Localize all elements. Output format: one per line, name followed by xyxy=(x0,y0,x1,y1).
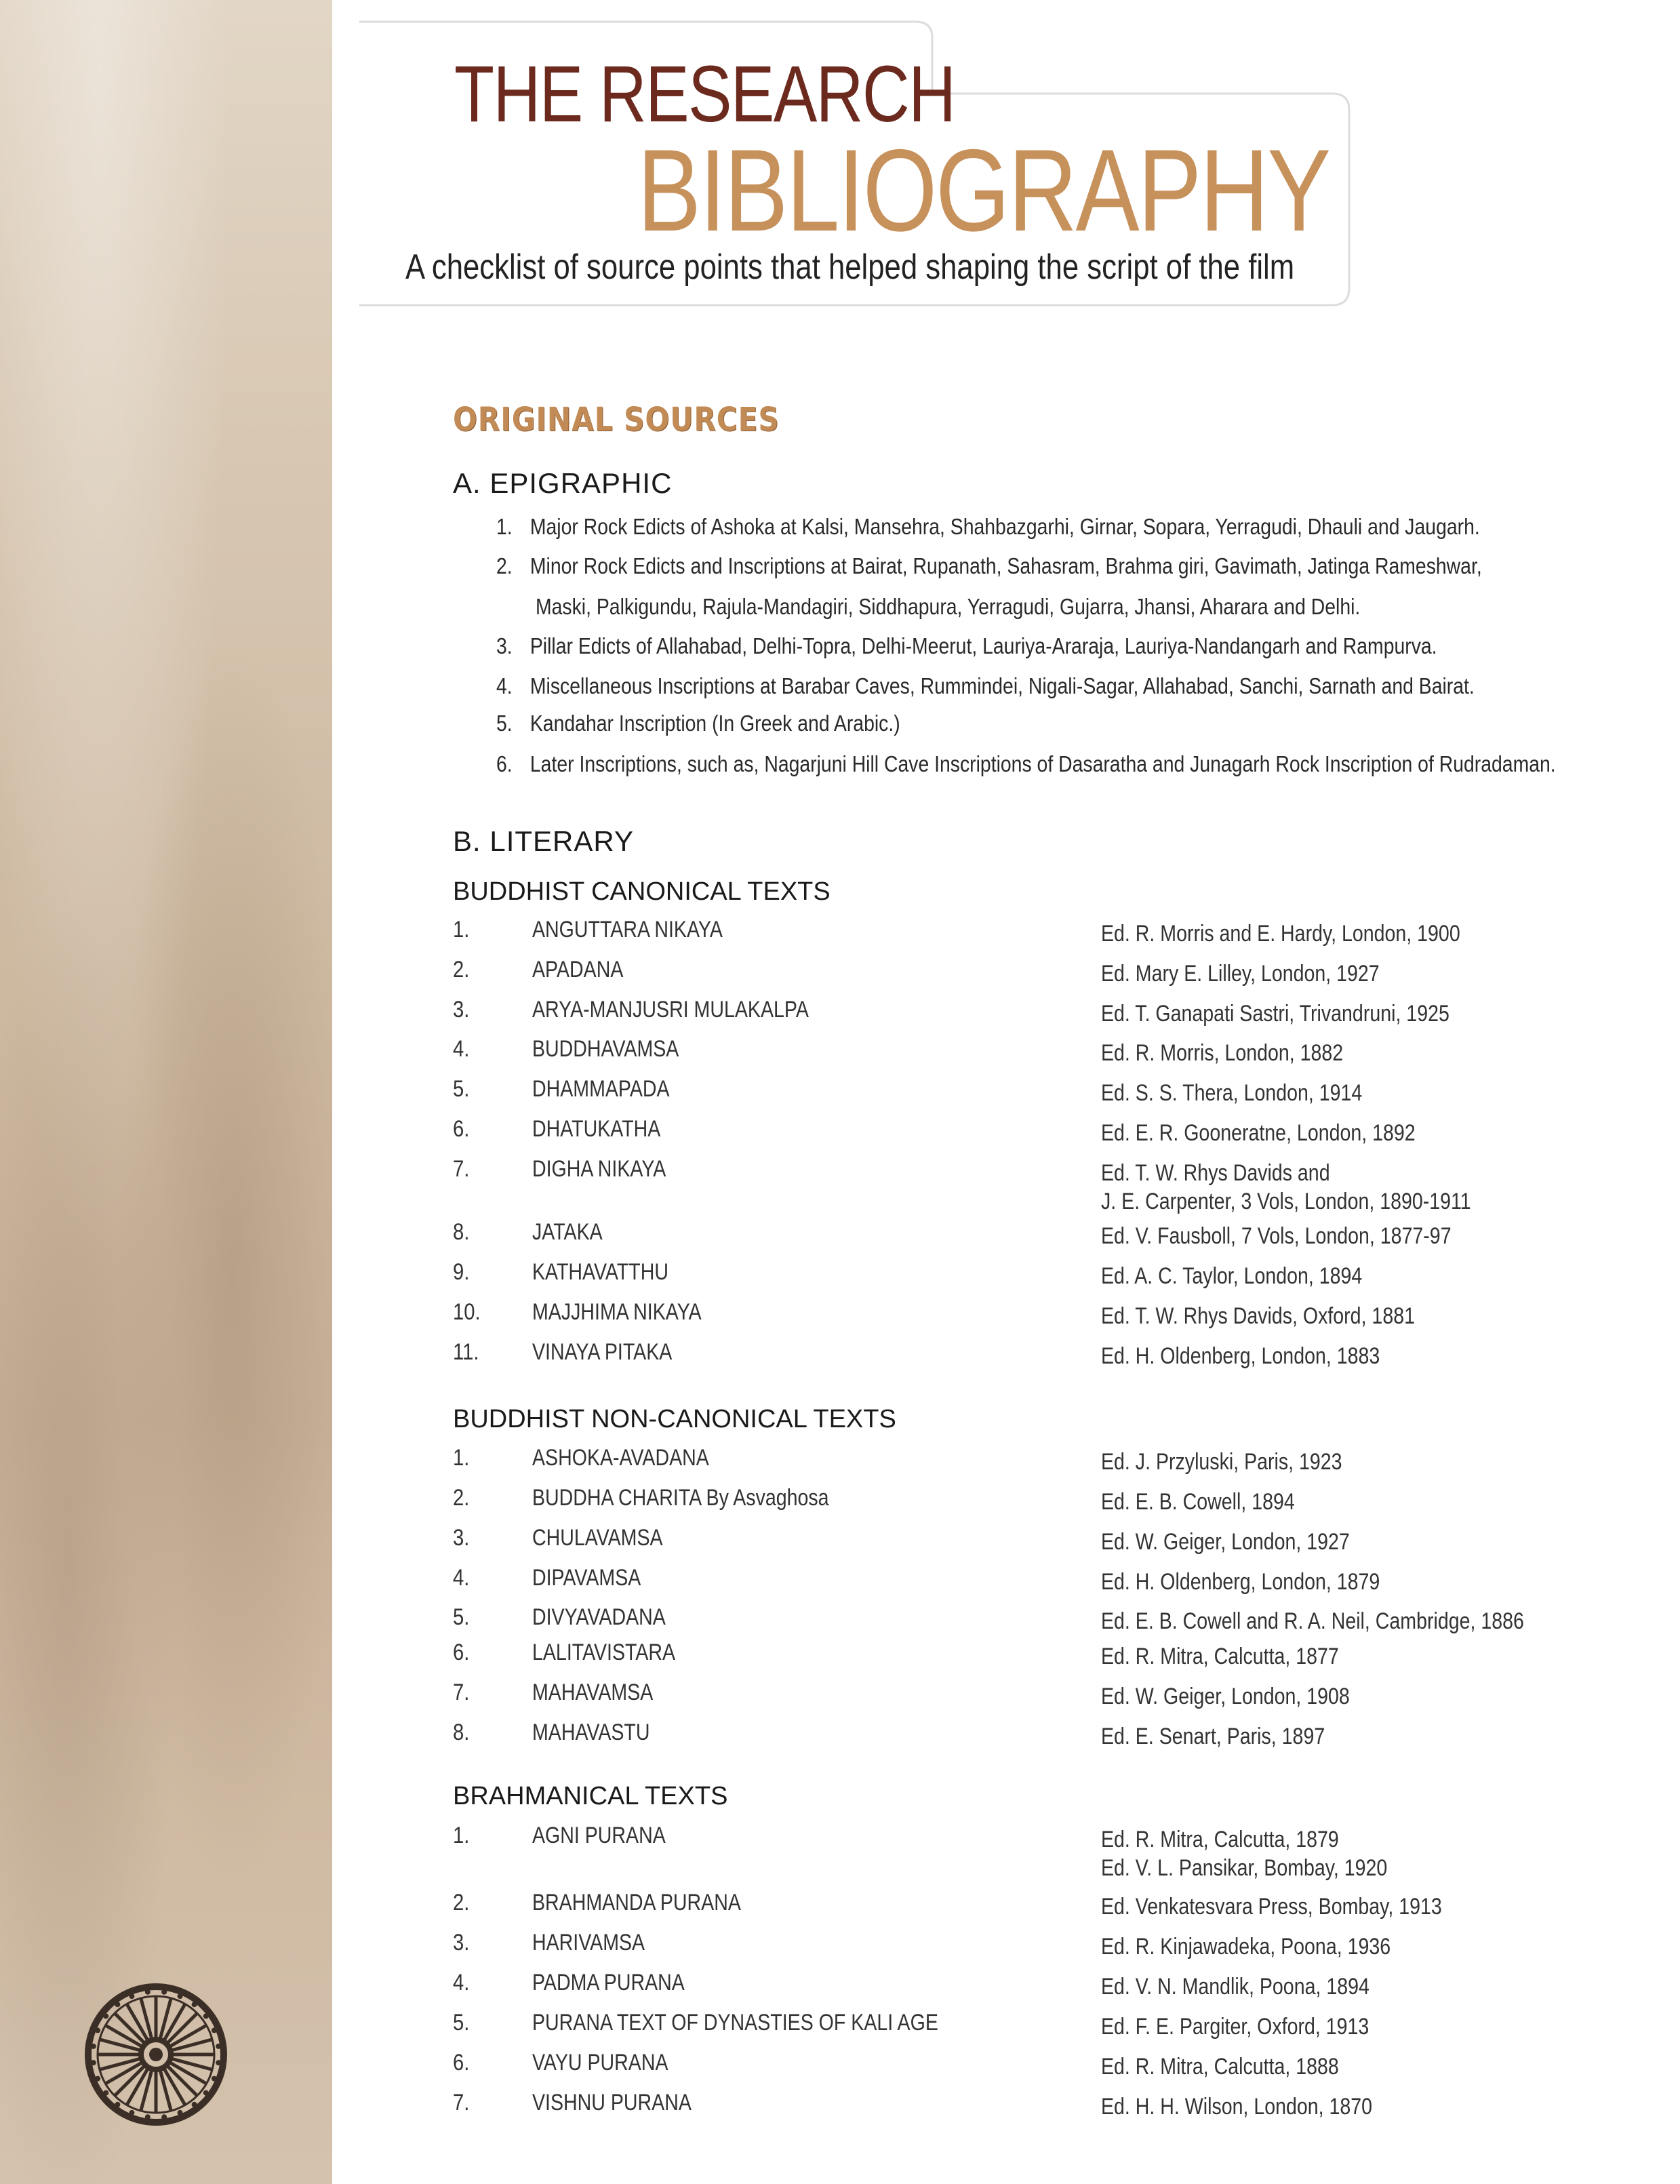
literary-group-heading: BUDDHIST NON-CANONICAL TEXTS xyxy=(453,1405,896,1433)
item-text: Miscellaneous Inscriptions at Barabar Caves, Rummindei, Nigali-Sagar, Allahabad, Sanchi, Sarnath and Bairat. xyxy=(529,673,1475,698)
entry-edition: Ed. R. Mitra, Calcutta, 1888 xyxy=(1101,2054,1339,2080)
entry-edition: Ed. T. W. Rhys Davids and J. E. Carpenter, 3 Vols, London, 1890-1911 xyxy=(1101,1160,1471,1214)
entry-number: 1. xyxy=(453,1823,470,1848)
entry-edition: Ed. V. N. Mandlik, Poona, 1894 xyxy=(1101,1974,1369,2000)
entry-title: BUDDHAVAMSA xyxy=(532,1036,679,1062)
item-text: Major Rock Edicts of Ashoka at Kalsi, Mansehra, Shahbazgarhi, Girnar, Sopara, Yerragudi, Dhauli and Jaugarh. xyxy=(529,514,1480,539)
entry-title: MAHAVAMSA xyxy=(532,1680,654,1705)
entry-number: 7. xyxy=(453,2090,470,2116)
epigraphic-item xyxy=(496,675,1475,697)
entry-edition: Ed. R. Morris, London, 1882 xyxy=(1101,1040,1344,1066)
entry-edition: Ed. F. E. Pargiter, Oxford, 1913 xyxy=(1101,2014,1369,2040)
entry-number: 6. xyxy=(453,1116,470,1142)
entry-number: 3. xyxy=(453,997,470,1022)
epigraphic-item xyxy=(496,753,1556,775)
entry-title: PURANA TEXT OF DYNASTIES OF KALI AGE xyxy=(532,2010,938,2036)
entry-title: KATHAVATTHU xyxy=(532,1259,668,1285)
item-number: 3. xyxy=(496,633,513,658)
item-number: 6. xyxy=(496,751,513,776)
item-text-continued: Maski, Palkigundu, Rajula-Mandagiri, Siddhapura, Yerragudi, Gujarra, Jhansi, Aharara and Delhi. xyxy=(536,594,1361,619)
entry-number: 5. xyxy=(453,1076,470,1102)
entry-edition: Ed. R. Mitra, Calcutta, 1877 xyxy=(1101,1644,1339,1669)
entry-number: 5. xyxy=(453,2010,470,2036)
entry-number: 2. xyxy=(453,957,470,982)
epigraphic-item xyxy=(496,635,1437,657)
entry-title: DIVYAVADANA xyxy=(532,1604,666,1630)
entry-number: 9. xyxy=(453,1259,470,1285)
entry-number: 10. xyxy=(453,1299,481,1325)
entry-edition: Ed. T. Ganapati Sastri, Trivandruni, 1925 xyxy=(1101,1001,1449,1027)
item-text: Later Inscriptions, such as, Nagarjuni Hill Cave Inscriptions of Dasaratha and Junagarh Rock Inscription of Rudradaman. xyxy=(529,751,1556,776)
entry-number: 4. xyxy=(453,1036,470,1062)
epigraphic-item xyxy=(496,712,900,734)
entry-number: 3. xyxy=(453,1525,470,1551)
section-heading: ORIGINAL SOURCES xyxy=(453,401,780,439)
entry-number: 11. xyxy=(453,1339,479,1365)
entry-number: 1. xyxy=(453,1445,470,1471)
entry-number: 1. xyxy=(453,917,470,942)
entry-number: 4. xyxy=(453,1565,470,1591)
entry-edition: Ed. H. Oldenberg, London, 1879 xyxy=(1101,1569,1380,1595)
epigraphic-heading: A. EPIGRAPHIC xyxy=(453,467,673,499)
entry-edition: Ed. W. Geiger, London, 1927 xyxy=(1101,1529,1350,1555)
title-line-2: BIBLIOGRAPHY xyxy=(637,125,1329,256)
item-number: 2. xyxy=(496,553,513,578)
entry-edition: Ed. S. S. Thera, London, 1914 xyxy=(1101,1080,1363,1106)
entry-title: VAYU PURANA xyxy=(532,2050,668,2076)
entry-edition: Ed. H. H. Wilson, London, 1870 xyxy=(1101,2094,1373,2120)
entry-title: LALITAVISTARA xyxy=(532,1640,676,1665)
entry-edition: Ed. E. Senart, Paris, 1897 xyxy=(1101,1724,1325,1749)
entry-title: DHAMMAPADA xyxy=(532,1076,670,1102)
entry-number: 6. xyxy=(453,1640,470,1665)
entry-edition: Ed. H. Oldenberg, London, 1883 xyxy=(1101,1343,1380,1369)
entry-title: BRAHMANDA PURANA xyxy=(532,1890,741,1915)
entry-number: 5. xyxy=(453,1604,470,1630)
entry-number: 6. xyxy=(453,2050,470,2076)
entry-number: 2. xyxy=(453,1485,470,1511)
item-number: 5. xyxy=(496,711,513,736)
literary-group-heading: BUDDHIST CANONICAL TEXTS xyxy=(453,877,831,906)
item-text: Pillar Edicts of Allahabad, Delhi-Topra, Delhi-Meerut, Lauriya-Araraja, Lauriya-Nandangarh and Rampurva. xyxy=(529,633,1437,658)
entry-number: 4. xyxy=(453,1970,470,1996)
title-line-1: THE RESEARCH xyxy=(454,49,955,139)
entry-title: JATAKA xyxy=(532,1219,603,1245)
entry-number: 8. xyxy=(453,1219,470,1245)
entry-edition: Ed. J. Przyluski, Paris, 1923 xyxy=(1101,1449,1342,1475)
entry-number: 2. xyxy=(453,1890,470,1915)
entry-edition: Ed. R. Kinjawadeka, Poona, 1936 xyxy=(1101,1934,1391,1960)
literary-group-heading: BRAHMANICAL TEXTS xyxy=(453,1782,728,1810)
entry-title: VISHNU PURANA xyxy=(532,2090,692,2116)
entry-title: VINAYA PITAKA xyxy=(532,1339,673,1365)
entry-title: DIGHA NIKAYA xyxy=(532,1156,666,1182)
entry-title: ASHOKA-AVADANA xyxy=(532,1445,709,1471)
entry-edition: Ed. A. C. Taylor, London, 1894 xyxy=(1101,1263,1363,1289)
entry-title: MAHAVASTU xyxy=(532,1720,650,1745)
entry-edition: Ed. T. W. Rhys Davids, Oxford, 1881 xyxy=(1101,1303,1415,1329)
epigraphic-item xyxy=(496,555,1482,577)
entry-edition: Ed. E. B. Cowell, 1894 xyxy=(1101,1489,1295,1515)
literary-heading: B. LITERARY xyxy=(453,825,634,857)
entry-title: DHATUKATHA xyxy=(532,1116,661,1142)
entry-title: BUDDHA CHARITA By Asvaghosa xyxy=(532,1485,829,1511)
entry-title: HARIVAMSA xyxy=(532,1930,645,1955)
sidebar-decorative-band xyxy=(0,0,332,2184)
entry-number: 7. xyxy=(453,1680,470,1705)
entry-title: PADMA PURANA xyxy=(532,1970,685,1996)
item-text: Kandahar Inscription (In Greek and Arabic.) xyxy=(529,711,900,736)
item-text: Minor Rock Edicts and Inscriptions at Bairat, Rupanath, Sahasram, Brahma giri, Gavimath, Jatinga Rameshwar, xyxy=(529,553,1482,578)
entry-edition: Ed. R. Mitra, Calcutta, 1879 Ed. V. L. Pansikar, Bombay, 1920 xyxy=(1101,1827,1388,1881)
entry-title: CHULAVAMSA xyxy=(532,1525,663,1551)
entry-edition: Ed. R. Morris and E. Hardy, London, 1900 xyxy=(1101,921,1460,947)
entry-title: ANGUTTARA NIKAYA xyxy=(532,917,723,942)
entry-edition: Ed. Mary E. Lilley, London, 1927 xyxy=(1101,961,1380,987)
entry-title: DIPAVAMSA xyxy=(532,1565,641,1591)
item-number: 4. xyxy=(496,673,513,698)
entry-number: 3. xyxy=(453,1930,470,1955)
entry-edition: Ed. E. B. Cowell and R. A. Neil, Cambridge, 1886 xyxy=(1101,1608,1524,1634)
entry-number: 8. xyxy=(453,1720,470,1745)
dharma-wheel-icon xyxy=(81,1980,231,2129)
subtitle: A checklist of source points that helped shaping the script of the film xyxy=(405,247,1295,287)
entry-title: ARYA-MANJUSRI MULAKALPA xyxy=(532,997,809,1022)
entry-number: 7. xyxy=(453,1156,470,1182)
item-number: 1. xyxy=(496,514,513,539)
entry-title: APADANA xyxy=(532,957,624,982)
entry-edition: Ed. W. Geiger, London, 1908 xyxy=(1101,1684,1350,1709)
entry-edition: Ed. Venkatesvara Press, Bombay, 1913 xyxy=(1101,1894,1442,1920)
entry-edition: Ed. E. R. Gooneratne, London, 1892 xyxy=(1101,1120,1416,1146)
epigraphic-item xyxy=(496,515,1480,538)
entry-edition: Ed. V. Fausboll, 7 Vols, London, 1877-97 xyxy=(1101,1223,1452,1249)
entry-title: MAJJHIMA NIKAYA xyxy=(532,1299,702,1325)
entry-title: AGNI PURANA xyxy=(532,1823,666,1848)
